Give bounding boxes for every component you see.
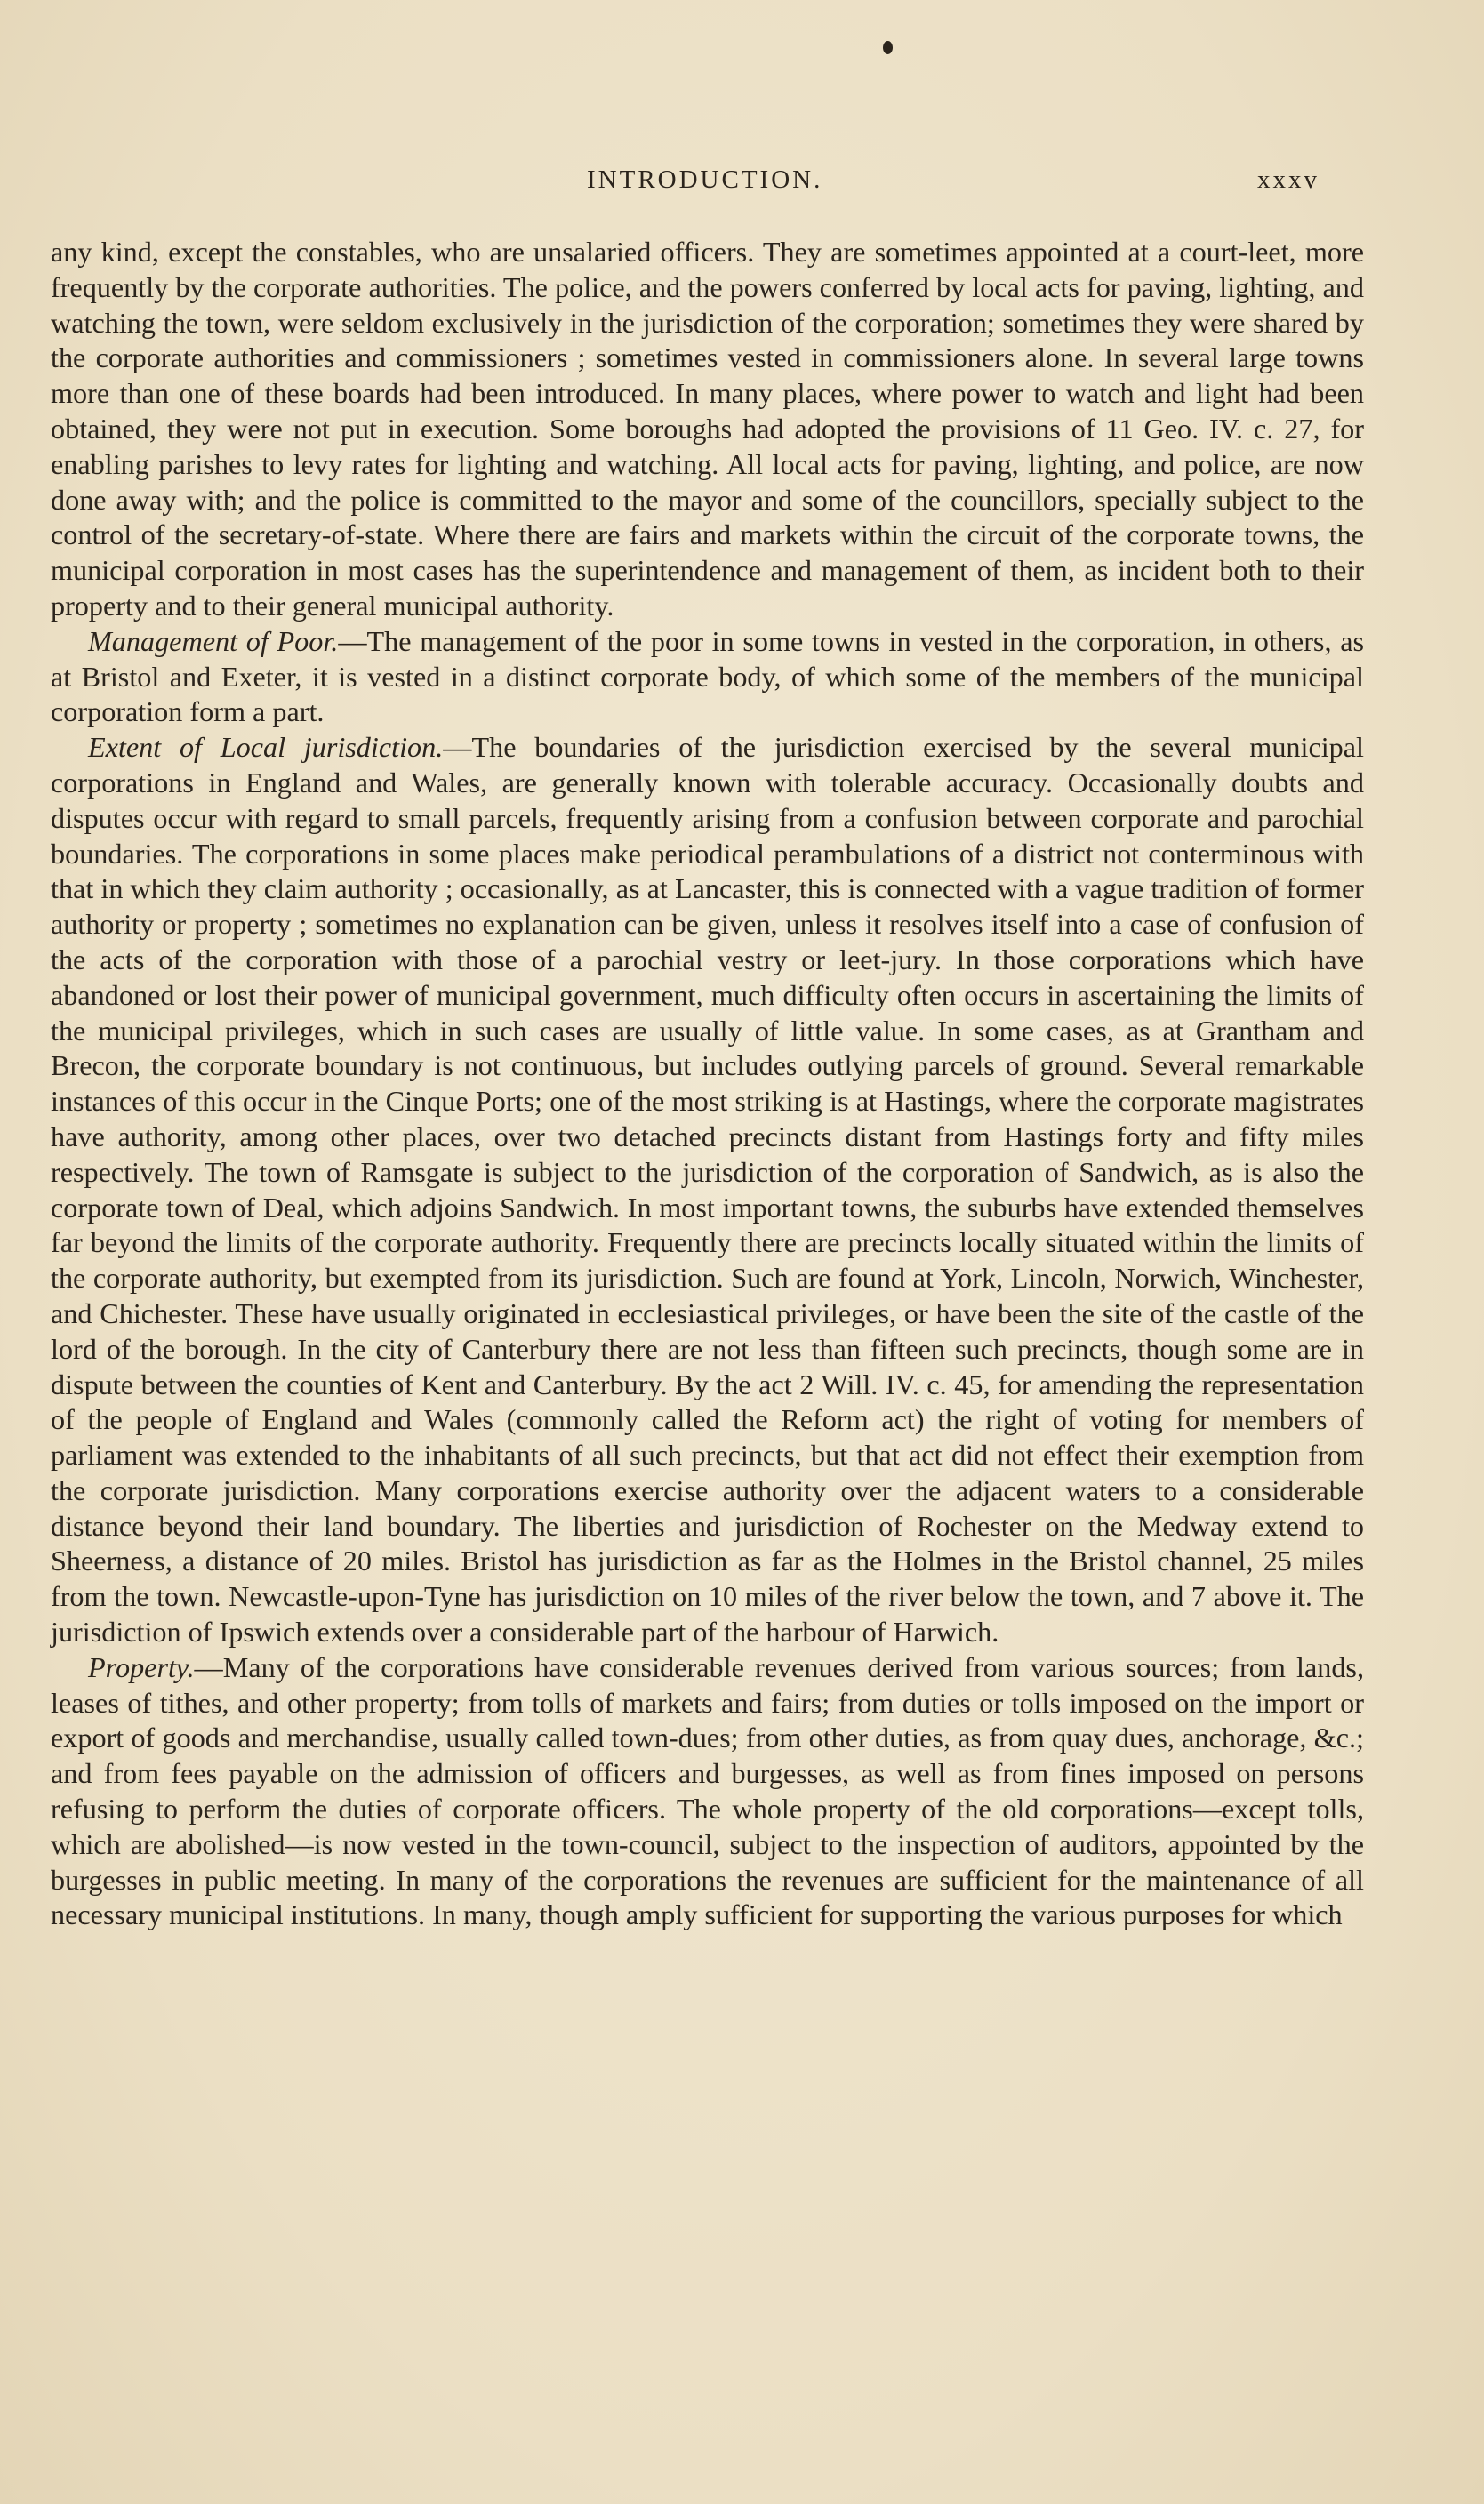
side-heading-local-jurisdiction: Extent of Local jurisdiction. [88, 731, 444, 764]
ink-spot [883, 41, 893, 54]
running-title: INTRODUCTION. [587, 165, 823, 194]
body-text [51, 235, 1364, 1933]
paragraph-local-jurisdiction [51, 730, 1364, 1650]
running-header [0, 165, 1484, 201]
paragraph-management-of-poor [51, 624, 1364, 730]
paragraph-police-text: any kind, except the constables, who are unsalaried officers. They are sometimes appointed at a court-leet, more frequently by the corporate authorities. The police, and the powers conferred by local acts for paving, lighting, and watching the town, were seldom exclusively in the jurisdiction of the corporation; sometimes they were shared by the corporate authorities and commissioners ; sometimes vested in commissioners alone. In several large towns more than one of these boards had been introduced. In many places, where power to watch and light had been obtained, they were not put in execution. Some boroughs had adopted the provisions of 11 Geo. IV. c. 27, for enabling parishes to levy rates for lighting and watching. All local acts for paving, lighting, and police, are now done away with; and the police is committed to the mayor and some of the councillors, specially subject to the control of the secretary-of-state. Where there are fairs and markets within the circuit of the corporate towns, the municipal corporation in most cases has the superintendence and management of them, as incident both to their property and to their general municipal authority. [51, 236, 1364, 622]
side-heading-management-of-poor: Management of Poor. [88, 624, 339, 657]
paragraph-property-text: —Many of the corporations have considerable revenues derived from various sources; from lands, leases of tithes, and other property; from tolls of markets and fairs; from duties or tolls imposed on the import or export of goods and merchandise, usually called town-dues; from other duties, as from quay dues, anchorage, &c.; and from fees payable on the admission of officers and burgesses, as well as from fines imposed on persons refusing to perform the duties of corporate officers. The whole property of the old corporations—except tolls, which are abolished—is now vested in the town-council, subject to the inspection of auditors, appointed by the burgesses in public meeting. In many of the corporations the revenues are sufficient for the maintenance of all necessary municipal institutions. In many, though amply sufficient for supporting the various purposes for which [51, 1650, 1364, 1931]
page-number: xxxv [1257, 165, 1320, 194]
paragraph-police [51, 235, 1364, 624]
paragraph-property [51, 1650, 1364, 1933]
paragraph-local-jurisdiction-text: —The boundaries of the jurisdiction exercised by the several municipal corporations in England and Wales, are generally known with tolerable accuracy. Occasionally doubts and disputes occur with regard to small parcels, frequently arising from a confusion between corporate and parochial boundaries. The corporations in some places make periodical perambulations of a district not conterminous with that in which they claim authority ; occasionally, as at Lancaster, this is connected with a vague tradition of former authority or property ; sometimes no explanation can be given, unless it resolves itself into a case of confusion of the acts of the corporation with those of a parochial vestry or leet-jury. In those corporations which have abandoned or lost their power of municipal government, much difficulty often occurs in ascertaining the limits of the municipal privileges, which in such cases are usually of little value. In some cases, as at Grantham and Brecon, the corporate boundary is not continuous, but includes outlying parcels of ground. Several remarkable instances of this occur in the Cinque Ports; one of the most striking is at Hastings, where the corporate magistrates have authority, among other places, over two detached precincts distant from Hastings forty and fifty miles respectively. The town of Ramsgate is subject to the jurisdiction of the corporation of Sandwich, as is also the corporate town of Deal, which adjoins Sandwich. In most important towns, the suburbs have extended themselves far beyond the limits of the corporate authority. Frequently there are precincts locally situated within the limits of the corporate authority, but exempted from its jurisdiction. Such are found at York, Lincoln, Norwich, Winchester, and Chichester. These have usually originated in ecclesiastical privileges, or have been the site of the castle of the lord of the borough. In the city of Canterbury there are not less than fifteen such precincts, though some are in dispute between the counties of Kent and Canterbury. By the act 2 Will. IV. c. 45, for amending the representation of the people of England and Wales (commonly called the Reform act) the right of voting for members of parliament was extended to the inhabitants of all such precincts, but that act did not effect their exemption from the corporate jurisdiction. Many corporations exercise authority over the adjacent waters to a considerable distance beyond their land boundary. The liberties and jurisdiction of Rochester on the Medway extend to Sheerness, a distance of 20 miles. Bristol has jurisdiction as far as the Holmes in the Bristol channel, 25 miles from the town. Newcastle-upon-Tyne has jurisdiction on 10 miles of the river below the town, and 7 above it. The jurisdiction of Ipswich extends over a considerable part of the harbour of Harwich. [51, 731, 1365, 1649]
side-heading-property: Property. [88, 1650, 195, 1683]
paragraph-management-of-poor-text: —The management of the poor in some towns in vested in the corporation, in others, as at Bristol and Exeter, it is vested in a distinct corporate body, of which some of the members of the municipal corporation form a part. [51, 624, 1365, 728]
